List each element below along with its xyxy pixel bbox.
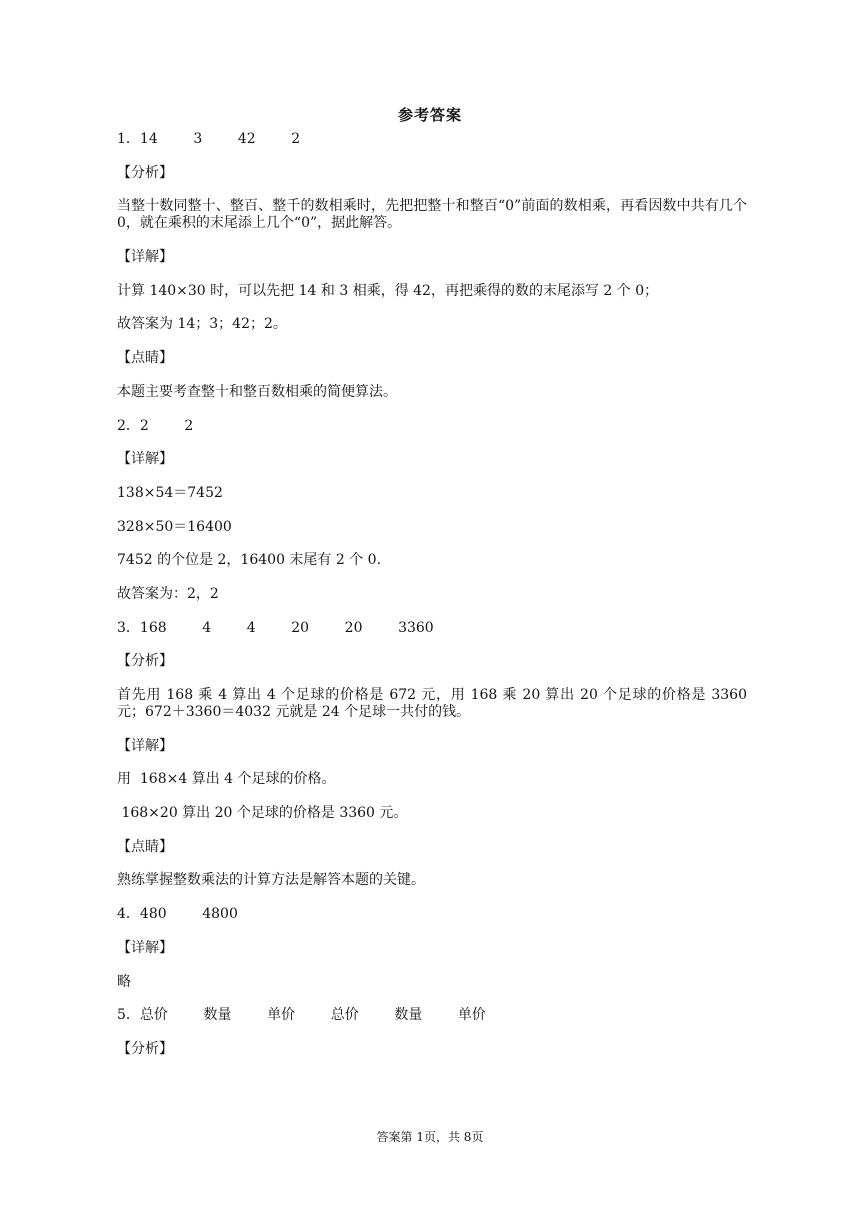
section-tag: 【分析】 [117, 1040, 173, 1057]
answer-line: 5．总价 数量 单价 总价 数量 单价 [117, 1007, 486, 1024]
text-line: 138×54＝7452 [117, 484, 223, 501]
text-line: 328×50＝16400 [117, 518, 232, 535]
answer-line: 4．480 4800 [117, 906, 238, 923]
page-title: 参考答案 [397, 106, 462, 124]
text-line: 用 168×4 算出 4 个足球的价格。 [117, 771, 336, 788]
text-line: 168×20 算出 20 个足球的价格是 3360 元。 [117, 805, 408, 822]
text-line: 略 [117, 973, 131, 990]
section-tag: 【详解】 [117, 451, 173, 468]
text-line: 故答案为：2，2 [117, 585, 219, 602]
text-line: 故答案为 14；3；42；2。 [117, 316, 287, 333]
section-tag: 【点睛】 [117, 350, 173, 367]
paragraph: 当整十数同整十、整百、整千的数相乘时，先把把整十和整百“0”前面的数相乘，再看因数中共有几个 0，就在乘积的末尾添上几个“0”，据此解答。 [117, 198, 747, 232]
answer-line: 1．14 3 42 2 [117, 131, 301, 147]
section-tag: 【分析】 [117, 653, 173, 670]
section-tag: 【点睛】 [117, 838, 173, 855]
answer-line: 3．168 4 4 20 20 3360 [117, 619, 434, 636]
answer-line: 2．2 2 [117, 417, 194, 434]
text-line: 熟练掌握整数乘法的计算方法是解答本题的关键。 [117, 872, 425, 889]
paragraph: 首先用 168 乘 4 算出 4 个足球的价格是 672 元，用 168 乘 20 算出 20 个足球的价格是 3360 元；672＋3360＝4032 元就是 24 个足球一共付的钱。 [117, 687, 747, 720]
page-footer: 答案第 1页，共 8页 [376, 1130, 484, 1144]
section-tag: 【详解】 [117, 249, 173, 266]
text-line: 7452 的个位是 2，16400 末尾有 2 个 0. [117, 552, 382, 569]
text-line: 本题主要考查整十和整百数相乘的简便算法。 [117, 383, 397, 400]
section-tag: 【详解】 [117, 939, 173, 956]
answer-content [117, 131, 747, 1075]
section-tag: 【分析】 [117, 164, 173, 181]
text-line: 计算 140×30 时，可以先把 14 和 3 相乘，得 42，再把乘得的数的末尾添写 2 个 0； [117, 282, 659, 299]
section-tag: 【详解】 [117, 737, 173, 754]
